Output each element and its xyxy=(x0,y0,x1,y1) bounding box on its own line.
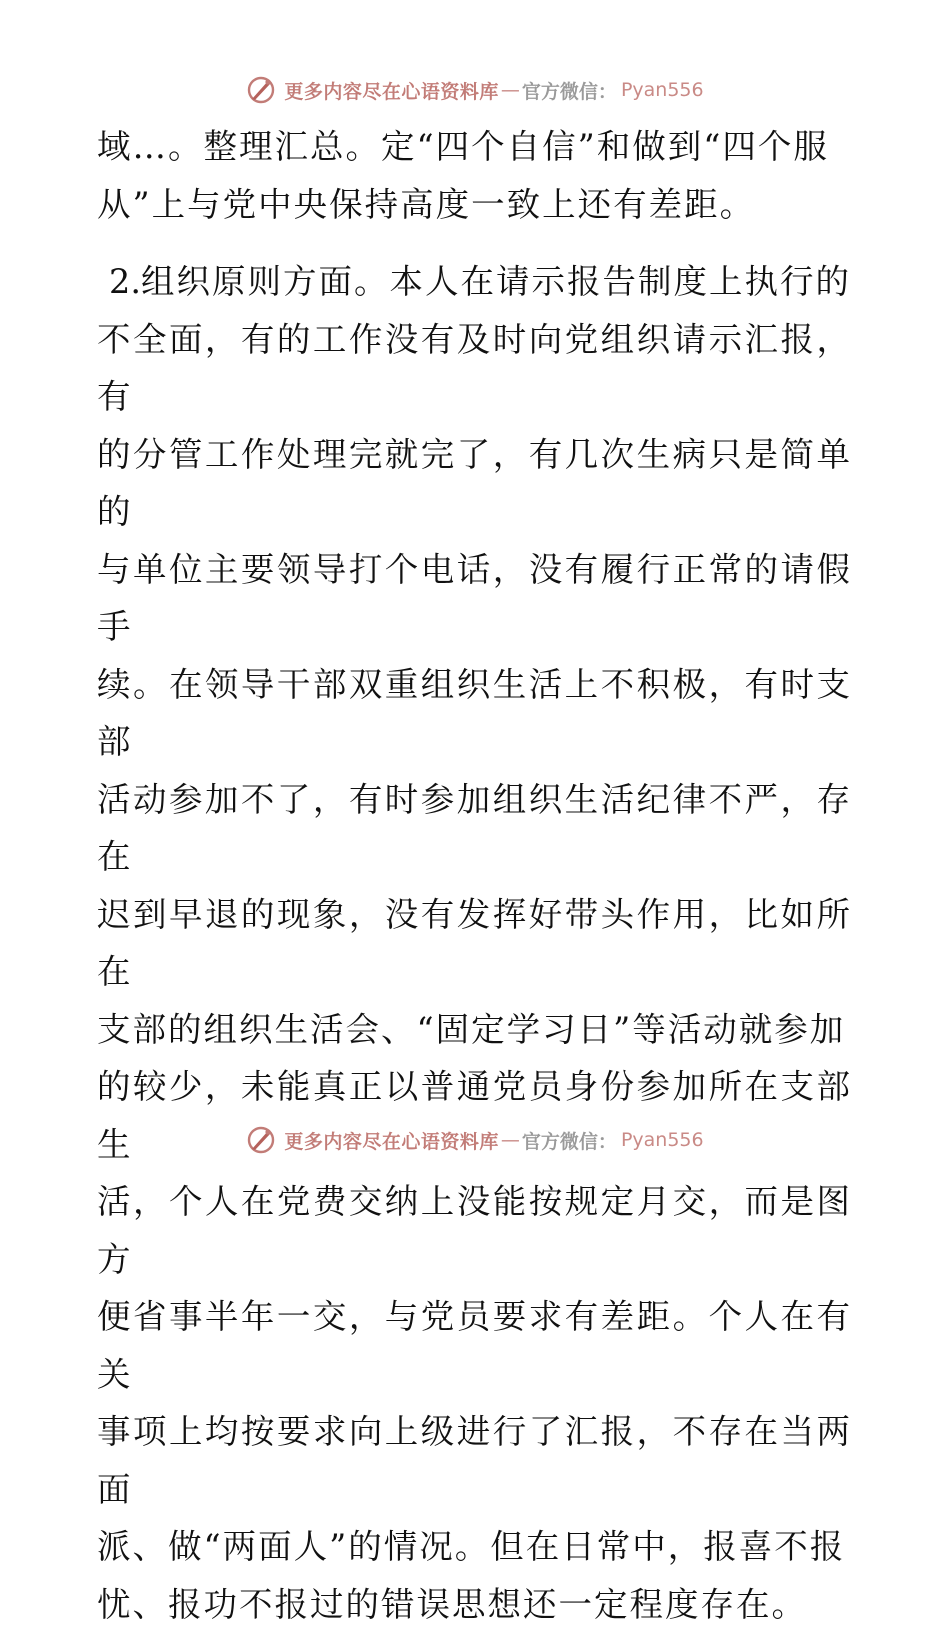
header-watermark xyxy=(0,70,950,110)
text-line: 支部的组织生活会、“固定学习日”等活动就参加 xyxy=(97,1009,846,1049)
watermark-wechat-label: 官方微信： xyxy=(521,1130,617,1153)
text-line: 迟到早退的现象，没有发挥好带头作用，比如所在 xyxy=(97,894,852,991)
document-body xyxy=(97,118,852,1633)
text-line: 派、做“两面人”的情况。但在日常中，报喜不报 xyxy=(97,1527,846,1566)
text-line: 活，个人在党费交纳上没能按规定月交，而是图方 xyxy=(97,1182,852,1279)
text-line: 续。在领导干部双重组织生活上不积极，有时支部 xyxy=(97,664,852,761)
text-line: 忧、报功不报过的错误思想还一定程度存在。 xyxy=(97,1584,807,1624)
text-line: 域…。整理汇总。定“四个自信”和做到“四个服 xyxy=(97,127,829,166)
footer-watermark xyxy=(0,1120,950,1160)
text-line: 事项上均按要求向上级进行了汇报，不存在当两面 xyxy=(97,1412,852,1509)
watermark-wechat-id: Pyan556 xyxy=(620,79,704,101)
watermark-dash: — xyxy=(500,1129,520,1151)
text-line: 与单位主要领导打个电话，没有履行正常的请假手 xyxy=(97,549,852,646)
text-line: 活动参加不了，有时参加组织生活纪律不严，存在 xyxy=(97,779,852,876)
quill-circle-icon xyxy=(246,1125,276,1155)
watermark-main-text: 更多内容尽在心语资料库 xyxy=(284,80,499,103)
watermark-wechat-id: Pyan556 xyxy=(620,1129,704,1151)
paragraph-continuation xyxy=(97,118,852,233)
watermark-main-text: 更多内容尽在心语资料库 xyxy=(284,1130,499,1153)
text-line: 便省事半年一交，与党员要求有差距。个人在有关 xyxy=(97,1297,852,1394)
text-line: 组织原则方面。本人在请示报告制度上执行的 xyxy=(140,262,851,301)
watermark-dash: — xyxy=(500,79,520,101)
watermark-wechat-label: 官方微信： xyxy=(521,80,617,103)
quill-circle-icon xyxy=(246,75,276,105)
paragraph-number: 2. xyxy=(109,262,141,301)
text-line: 不全面，有的工作没有及时向党组织请示汇报，有 xyxy=(97,319,852,416)
text-line: 从”上与党中央保持高度一致上还有差距。 xyxy=(97,184,756,224)
text-line: 的较少，未能真正以普通党员身份参加所在支部生 xyxy=(97,1067,852,1164)
text-line: 的分管工作处理完就完了，有几次生病只是简单的 xyxy=(97,434,852,531)
paragraph-organizational-principles xyxy=(97,253,852,1633)
